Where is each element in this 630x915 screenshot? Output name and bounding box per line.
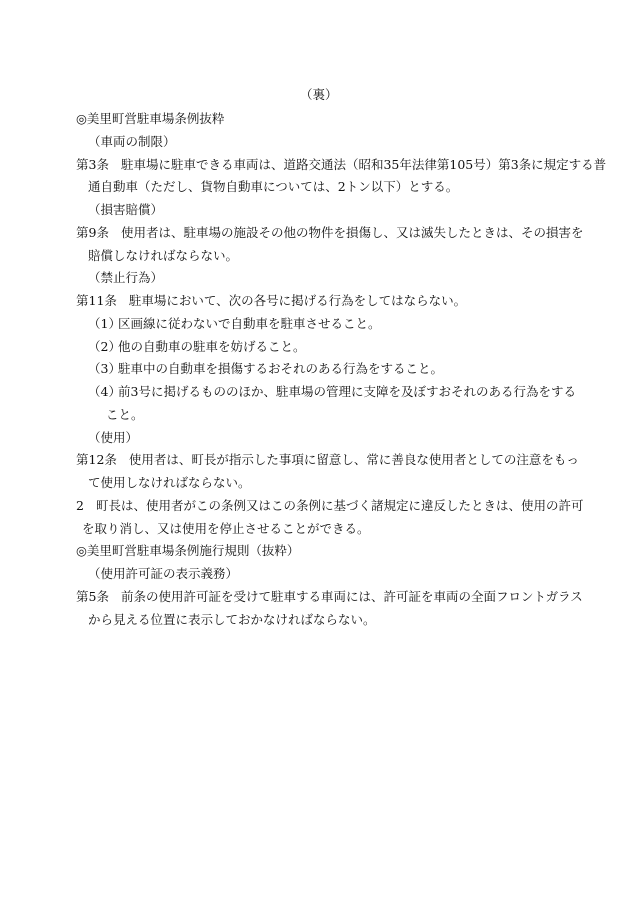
regulation-heading bbox=[76, 540, 554, 563]
line-text: 前条の使用許可証を受けて駐車する車両には、許可証を車両の全面フロントガラス bbox=[120, 588, 583, 604]
line-text: （使用許可証の表示義務） bbox=[88, 566, 239, 581]
article-line bbox=[76, 586, 583, 609]
article-number: 第11条 bbox=[76, 293, 117, 308]
article-line bbox=[76, 290, 554, 313]
article-caption bbox=[76, 267, 554, 290]
line-text: 通自動車（ただし、貨物自動車については、2トン以下）とする。 bbox=[88, 179, 459, 195]
list-item bbox=[76, 336, 554, 359]
line-text: 駐車場に駐車できる車両は、道路交通法（昭和35年法律第105号）第3条に規定する普 bbox=[120, 156, 607, 172]
item-number: （2） bbox=[88, 338, 121, 354]
ordinance-heading bbox=[76, 108, 554, 131]
line-text: 町長は、使用者がこの条例又はこの条例に基づく諸規定に違反したときは、使用の許可 bbox=[95, 497, 584, 513]
line-text: こと。 bbox=[106, 406, 144, 422]
list-item-continuation bbox=[76, 404, 554, 427]
article-caption bbox=[76, 563, 554, 586]
article-number: 第12条 bbox=[76, 452, 117, 468]
item-number: （4） bbox=[88, 384, 121, 399]
line-text: （車両の制限） bbox=[88, 133, 176, 149]
article-caption bbox=[76, 427, 554, 450]
line-text: から見える位置に表示しておかなければならない。 bbox=[88, 611, 376, 627]
line-text: 使用者は、駐車場の施設その他の物件を損傷し、又は滅失したときは、その損害を bbox=[120, 224, 584, 240]
line-text: （損害賠償） bbox=[88, 202, 164, 217]
page-side-label: （裏） bbox=[300, 87, 338, 102]
list-item bbox=[76, 381, 576, 404]
article-number: 第5条 bbox=[76, 588, 109, 604]
paragraph-line bbox=[76, 495, 584, 518]
line-text: て使用しなければならない。 bbox=[88, 475, 251, 490]
list-item bbox=[76, 313, 554, 336]
line-text: 賠償しなければならない。 bbox=[88, 247, 239, 263]
line-text: 前3号に掲げるもののほか、駐車場の管理に支障を及ぼすおそれのある行為をする bbox=[118, 384, 576, 399]
item-number: （3） bbox=[88, 361, 121, 377]
line-text: を取り消し、又は使用を停止させることができる。 bbox=[82, 520, 370, 536]
line-text: 駐車中の自動車を損傷するおそれのある行為をすること。 bbox=[118, 361, 444, 377]
article-number: 第9条 bbox=[76, 224, 109, 240]
continuation-line bbox=[76, 609, 554, 632]
line-text: 使用者は、町長が指示した事項に留意し、常に善良な使用者としての注意をもっ bbox=[128, 452, 579, 468]
paragraph-continuation bbox=[76, 518, 554, 541]
list-item bbox=[76, 358, 554, 381]
line-text: ◎美里町営駐車場条例抜粋 bbox=[76, 111, 225, 126]
article-line bbox=[76, 154, 607, 177]
continuation-line bbox=[76, 176, 554, 199]
article-line bbox=[76, 449, 579, 472]
article-caption bbox=[76, 199, 554, 222]
article-line bbox=[76, 222, 584, 245]
continuation-line bbox=[76, 245, 554, 268]
line-text: （禁止行為） bbox=[88, 270, 164, 286]
line-text: 区画線に従わないで自動車を駐車させること。 bbox=[118, 315, 381, 331]
continuation-line bbox=[76, 472, 554, 495]
item-number: （1） bbox=[88, 315, 121, 331]
document-body bbox=[76, 108, 607, 631]
paragraph-number: 2 bbox=[76, 497, 84, 513]
article-caption bbox=[76, 131, 554, 154]
line-text: （使用） bbox=[88, 429, 139, 445]
line-text: 駐車場において、次の各号に掲げる行為をしてはならない。 bbox=[128, 293, 467, 308]
line-text: ◎美里町営駐車場条例施行規則（抜粋） bbox=[76, 543, 300, 559]
article-number: 第3条 bbox=[76, 156, 109, 172]
line-text: 他の自動車の駐車を妨げること。 bbox=[118, 338, 306, 354]
